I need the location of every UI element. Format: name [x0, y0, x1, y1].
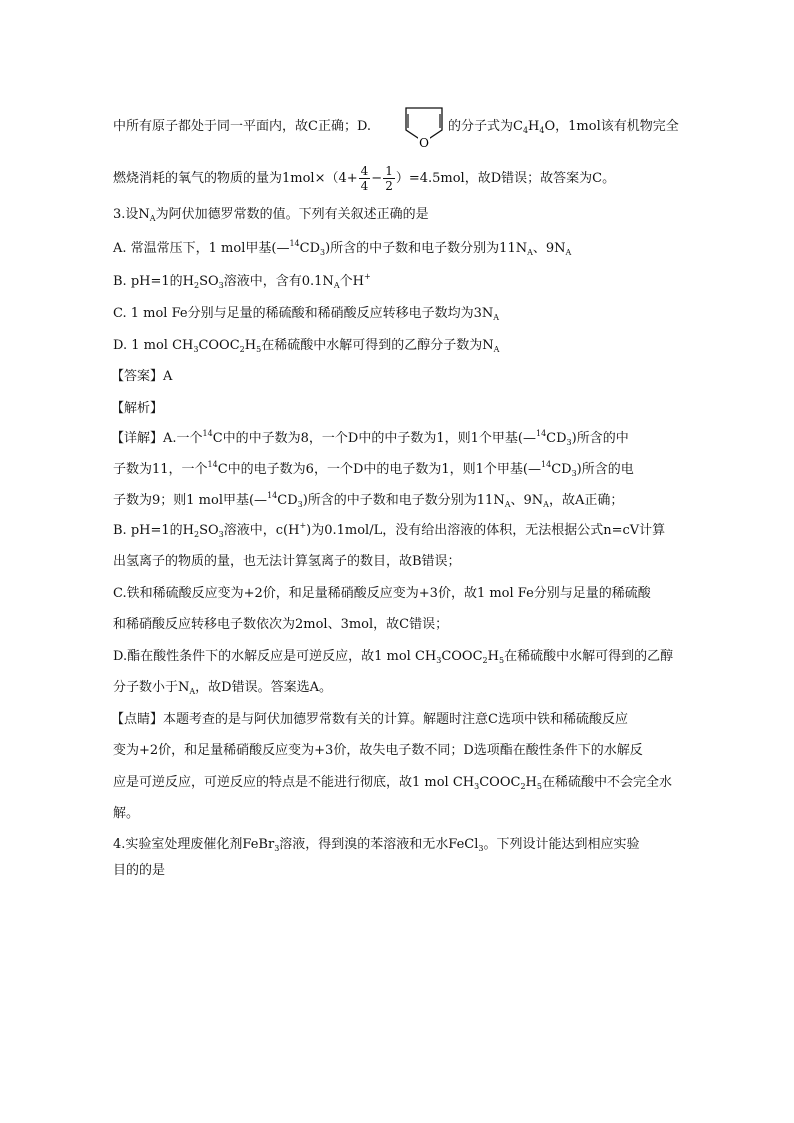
- text-segment: ，故D错误。答案选A。: [195, 680, 332, 695]
- option-c: [113, 305, 499, 323]
- text-segment: CD: [551, 462, 572, 477]
- text-segment: 个H: [339, 274, 364, 289]
- text-segment: 应是可逆反应，可逆反应的特点是不能进行彻底，故1 mol CH: [113, 775, 475, 790]
- text-segment: B. pH=1的H: [113, 274, 194, 289]
- text-segment: 为阿伏加德罗常数的值。下列有关叙述正确的是: [155, 207, 429, 222]
- subscript: 5: [498, 656, 505, 665]
- answer-label: 【答案】A: [111, 369, 173, 384]
- text-line: [113, 164, 615, 193]
- detail-line: [113, 492, 623, 510]
- text-segment: ，故A正确；: [548, 493, 624, 508]
- subscript: A: [493, 345, 500, 354]
- furan-oxygen-label: O: [419, 136, 429, 150]
- detail-line: [113, 648, 673, 666]
- text-segment: )所含的中子数和电子数分别为11N: [302, 493, 505, 508]
- subscript: 3: [571, 469, 577, 478]
- superscript: 14: [202, 429, 213, 438]
- subscript: 3: [320, 248, 326, 257]
- text-segment: 子数为11，一个: [113, 462, 208, 477]
- text-segment: 分子数小于N: [113, 680, 190, 695]
- detail-line: [113, 522, 665, 540]
- subscript: 5: [536, 782, 542, 791]
- text-segment: 、9N: [532, 241, 566, 256]
- subscript: 3: [474, 782, 480, 791]
- subscript: 2: [482, 656, 488, 665]
- text-segment: 【详解】A.一个: [111, 431, 203, 446]
- detail-line: [113, 461, 634, 479]
- fraction-numerator: 1: [385, 164, 393, 178]
- text-line: [113, 118, 371, 136]
- text-segment: 燃烧消耗的氧气的物质的量为1mol×（4+: [113, 171, 358, 186]
- subscript: 2: [193, 530, 200, 539]
- detail-line: 出氢离子的物质的量，也无法计算氢离子的数目，故B错误；: [113, 554, 461, 569]
- subscript: A: [504, 500, 511, 509]
- option-d: [113, 337, 499, 355]
- comment-line: 变为+2价，和足量稀硝酸反应变为+3价，故失电子数不同；D选项酯在酸性条件下的水解反: [113, 743, 643, 758]
- subscript: 4: [539, 126, 545, 135]
- text-segment: C. 1 mol Fe分别与足量的稀硫酸和稀硝酸反应转移电子数均为3N: [113, 306, 494, 321]
- question-stem: [113, 206, 429, 224]
- detail-line: [113, 679, 332, 697]
- subscript: A: [565, 248, 572, 257]
- text-segment: 溶液中，含有0.1N: [223, 274, 334, 289]
- subscript: A: [493, 313, 500, 322]
- superscript: 14: [267, 491, 278, 500]
- text-segment: 。下列设计能达到相应实验: [483, 837, 640, 852]
- superscript: 14: [207, 460, 218, 469]
- fraction-denominator: 2: [385, 179, 393, 193]
- comment-line: 解。: [113, 806, 140, 821]
- comment-line: [113, 774, 672, 792]
- detail-line: C.铁和稀硫酸反应变为+2价，和足量稀硝酸反应变为+3价，故1 mol Fe分别与足量的稀硫酸: [113, 586, 651, 601]
- text-segment: 在稀硫酸中水解可得到的乙醇分子数为N: [261, 338, 494, 353]
- text-segment: ）=4.5mol，故D错误；故答案为C。: [395, 171, 616, 186]
- text-segment: A. 常温常压下，1 mol甲基(—: [113, 241, 290, 256]
- superscript: +: [363, 272, 371, 281]
- text-segment: 的分子式为C: [448, 119, 523, 134]
- text-segment: CD: [277, 493, 298, 508]
- subscript: A: [333, 281, 340, 290]
- text-segment: )所含的中: [571, 431, 629, 446]
- text-segment: 、9N: [510, 493, 544, 508]
- text-segment: 4.实验室处理废催化剂FeBr: [113, 837, 275, 852]
- superscript: +: [299, 521, 307, 530]
- subscript: 3: [218, 281, 224, 290]
- text-segment: 在稀硫酸中不会完全水: [541, 775, 672, 790]
- minus-sign: −: [371, 171, 383, 186]
- subscript: 3: [478, 844, 484, 853]
- text-segment: 3.设N: [113, 207, 150, 222]
- text-segment: D.酯在酸性条件下的水解反应是可逆反应，故1 mol CH: [113, 649, 437, 664]
- text-segment: )所含的电: [576, 462, 634, 477]
- text-segment: C中的电子数为6，一个D中的电子数为1，则1个甲基(—: [217, 462, 541, 477]
- fraction-numerator: 4: [360, 164, 369, 178]
- option-a: [113, 240, 571, 258]
- subscript: 3: [193, 345, 199, 354]
- text-segment: B. pH=1的H: [113, 523, 194, 538]
- text-segment: 子数为9；则1 mol甲基(—: [113, 493, 268, 508]
- text-segment: CD: [546, 431, 567, 446]
- question-stem: [113, 836, 640, 854]
- text-segment: 溶液，得到溴的苯溶液和无水FeCl: [279, 837, 479, 852]
- text-segment: 溶液中，c(H: [223, 523, 300, 538]
- text-segment: COOC: [479, 775, 521, 790]
- analysis-title: 【解析】: [111, 401, 164, 416]
- text-segment: COOC: [198, 338, 240, 353]
- subscript: A: [527, 248, 533, 257]
- fraction: [359, 164, 371, 193]
- text-segment: O，1mol该有机物完全: [544, 119, 679, 134]
- text-segment: CD: [299, 241, 321, 256]
- subscript: 2: [520, 782, 526, 791]
- text-segment: C中的中子数为8，一个D中的中子数为1，则1个甲基(—: [212, 431, 536, 446]
- subscript: A: [149, 214, 156, 223]
- text-segment: D. 1 mol CH: [113, 338, 194, 353]
- text-line: [448, 118, 679, 136]
- text-segment: H: [244, 338, 257, 353]
- superscript: 14: [289, 239, 300, 248]
- subscript: A: [189, 687, 196, 696]
- subscript: 3: [297, 500, 303, 509]
- text-segment: H: [487, 649, 499, 664]
- subscript: 3: [218, 530, 224, 539]
- detail-line: [111, 430, 629, 448]
- subscript: A: [543, 500, 549, 509]
- superscript: 14: [541, 460, 552, 469]
- subscript: 3: [436, 656, 442, 665]
- text-segment: )为0.1mol/L，没有给出溶液的体积，无法根据公式n=cV计算: [306, 523, 666, 538]
- superscript: 14: [535, 429, 547, 438]
- text-segment: 中所有原子都处于同一平面内，故C正确；D.: [113, 119, 372, 134]
- option-b: [113, 273, 371, 291]
- subscript: 5: [256, 345, 262, 354]
- fraction-denominator: 4: [360, 179, 369, 193]
- text-segment: H: [525, 775, 537, 790]
- subscript: 2: [193, 281, 200, 290]
- furan-structure-icon: [402, 100, 446, 152]
- text-segment: H: [528, 119, 540, 134]
- question-stem: 目的的是: [113, 863, 166, 878]
- subscript: 2: [239, 345, 245, 354]
- text-segment: SO: [199, 523, 219, 538]
- subscript: 3: [566, 438, 572, 447]
- text-segment: SO: [199, 274, 219, 289]
- comment-line: 【点睛】本题考查的是与阿伏加德罗常数有关的计算。解题时注意C选项中铁和稀硫酸反应: [111, 712, 628, 727]
- subscript: 3: [274, 844, 280, 853]
- detail-line: 和稀硝酸反应转移电子数依次为2mol、3mol，故C错误；: [113, 617, 449, 632]
- text-segment: )所含的中子数和电子数分别为11N: [325, 241, 528, 256]
- fraction: [383, 164, 395, 193]
- text-segment: 在稀硫酸中水解可得到的乙醇: [504, 649, 674, 664]
- text-segment: COOC: [441, 649, 483, 664]
- subscript: 4: [522, 126, 529, 135]
